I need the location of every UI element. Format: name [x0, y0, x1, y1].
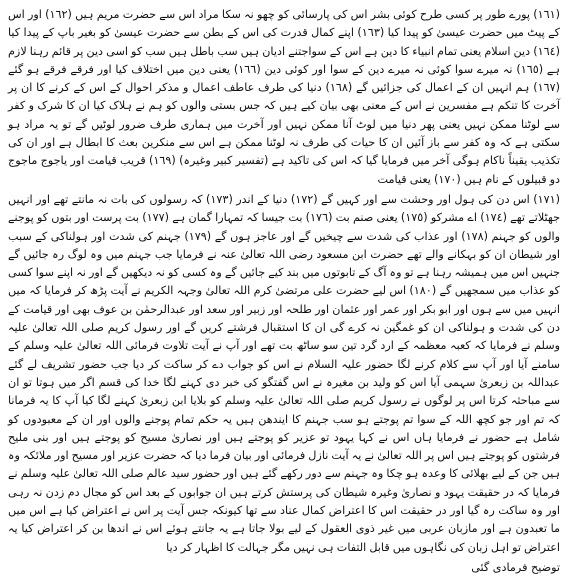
commentary-paragraph-1: (١٦١) پورے طور پر کسی طرح کوئی بشر اس کی پارسائی کو چھو نہ سکا مراد اس سے حضرت مریم ہیں (١٦٢) اور اس کے پیٹ میں حضرت عیسیٰ کو پیدا کیا (١٦٣) اپنے کمال قدرت کی اس کے بطن سے حضرت عیسیٰ کو بغیر باپ کے پیدا کیا (١٦٤) دین اسلام یعنی تمام انبیاء کا دین ہے اس کے سواجتنے ادیان ہیں سب باطل ہیں سب کو اسی دین پر قائم رہنا لازم ہے (١٦٥) نہ میرے سوا کوئی نہ میرے دین کے سوا اور کوئی دین (١٦٦) یعنی دین میں اختلاف کیا اور فرقے فرقے ہو گئے (١٦٧) ہم انہیں ان کے اعمال کی جزائیں گے (١٦٨) دنیا کی طرف عاطف اعمال و مذکر احوال کے اس کے کرنے کا ان پر آخرت کا تنکم ہے مفسرین نے اس کے معنی بھی بیان کیے ہیں کہ جس بستی والوں کو ہم نے ہلاک کیا ان کا شرک و کفر سے لوٹنا ممکن نہیں یعنی پھر دنیا میں لوٹ آنا ممکن نہیں اور آخرت میں ہماری طرف ضرور لوٹیں گے تو یہ مراد ہو سکتی ہے کہ وہ کفر سے باز آئیں ان کا حیات کی طرف نہ لوٹنا ممکن ہے اس سے منکرین بعث کا ابطال ہے اور ان کی تکذیب یقیناً ناکام ہوگی آخر میں فرمایا گیا کہ اس کی تاکید ہے (تفسیر کبیر وغیرہ) (١٦٩) قریب قیامت اور یاجوج ماجوج دو قبیلوں کے نام ہیں (١٧٠) یعنی قیامت: [8, 8, 560, 186]
commentary-paragraph-2: (١٧١) اس دن کی ہول اور وحشت سے اور کہیں گے (١٧٢) دنیا کے اندر (١٧٣) کہ رسولوں کی بات نہ مانتے تھے اور انہیں جھٹلاتے تھے (١٧٤) اے مشرکو (١٧٥) یعنی صنم بت (١٧٦) بت جیسا کہ تمہارا گمان ہے (١٧٧) بت پرست اور بتوں کو پوجنے والوں کو جہنم (١٧٨) اور عذاب کی شدت سے چیخیں گے اور عاجز ہوں گے (١٧٩) جہنم کی شدت اور ہولناکی کے سبب اور شیطان ان کو بہکانے والے تھے حضرت ابن مسعود رضی اللہ تعالیٰ عنہ نے فرمایا جب جہنم میں وہ لوگ رہ جائیں گے جنہیں اس میں ہمیشہ رہنا ہے تو وہ آگ کے تابوتوں میں بند کیے جائیں گے وہ کسی کو نہ دیکھیں گے اور نہ اپنے سوا کسی کو عذاب میں سمجھیں گے (١٨٠) اس لیے حضرت علی مرتضیٰ کرم اللہ تعالیٰ وجہہ الکریم نے آیت پڑھ کر فرمایا کہ میں انہیں میں سے ہوں اور ابو بکر اور عمر اور عثمان اور طلحہ اور زبیر اور سعد اور عبدالرحمٰن بن عوف بھی اور قیامت کے دن کی شدت و ہولناکی ان کو غمگین نہ کرے گی ان کا استقبال فرشتے کریں گے اور رسول کریم صلی اللہ تعالیٰ علیہ وسلم نے فرمایا کہ کعبہ معظمہ کے ارد گرد تین سو ساٹھ بت تھے اور آپ نے آیت تلاوت فرمائی اللہ تعالیٰ علیہ وسلم کے سامنے آیا اور آپ سے کلام کرنے لگا حضور علیہ السلام نے اس کو جواب دے کر ساکت کر دیا جب حضور تشریف لے گئے عبداللہ بن زبعریٰ سہمی آیا اس کو ولید بن مغیرہ نے اس گفتگو کی خبر دی کہنے لگا خدا کی قسم اگر میں ہوتا تو ان سے مباحثہ کرتا اس پر لوگوں نے رسول کریم صلی اللہ تعالیٰ علیہ وسلم کو بلایا ابن زبعریٰ کہنے لگا کیا آپ کا یہ فرمانا کہ تم اور جو کچھ اللہ کے سوا تم پوجتے ہو سب جہنم کا ایندھن ہیں یہ حکم تمام پوجنے والوں اور ان کے معبودوں کو شامل ہے حضور نے فرمایا ہاں اس نے کہا یہود تو عزیر کو پوجتے ہیں اور نصاریٰ مسیح کو پوجتے ہیں اور بنی ملیح فرشتوں کو پوجتے ہیں اس پر اللہ تعالیٰ نے یہ آیت نازل فرمائی اور بیان فرما دیا کہ حضرت عزیر اور مسیح اور ملائکہ وہ ہیں جن کے لیے بھلائی کا وعدہ ہو چکا وہ جہنم سے دور رکھے گئے ہیں اور حضور سید عالم صلی اللہ تعالیٰ علیہ وسلم نے فرمایا کہ در حقیقت یہود و نصاریٰ وغیرہ شیطان کی پرستش کرتے ہیں ان جوابوں کے بعد اس کو مجال دم زدن نہ رہی اور وہ ساکت رہ گیا اور در حقیقت اس کا اعتراض کمال عناد سے تھا کیونکہ جس آیت پر اس نے اعتراض کیا ہے اس میں ما تعبدون ہے اور مازبان عربی میں غیر ذوی العقول کے لیے بولا جاتا ہے یہ جانتے ہوئے اس نے اندھا بن کر اعتراض کیا یہ اعتراض تو اہل زبان کی نگاہوں میں قابل التفات ہی نہیں مگر جہالت کا اظہار کر دیا: [8, 192, 560, 554]
closing-line: توضیح فرمادی گئی: [471, 560, 560, 574]
